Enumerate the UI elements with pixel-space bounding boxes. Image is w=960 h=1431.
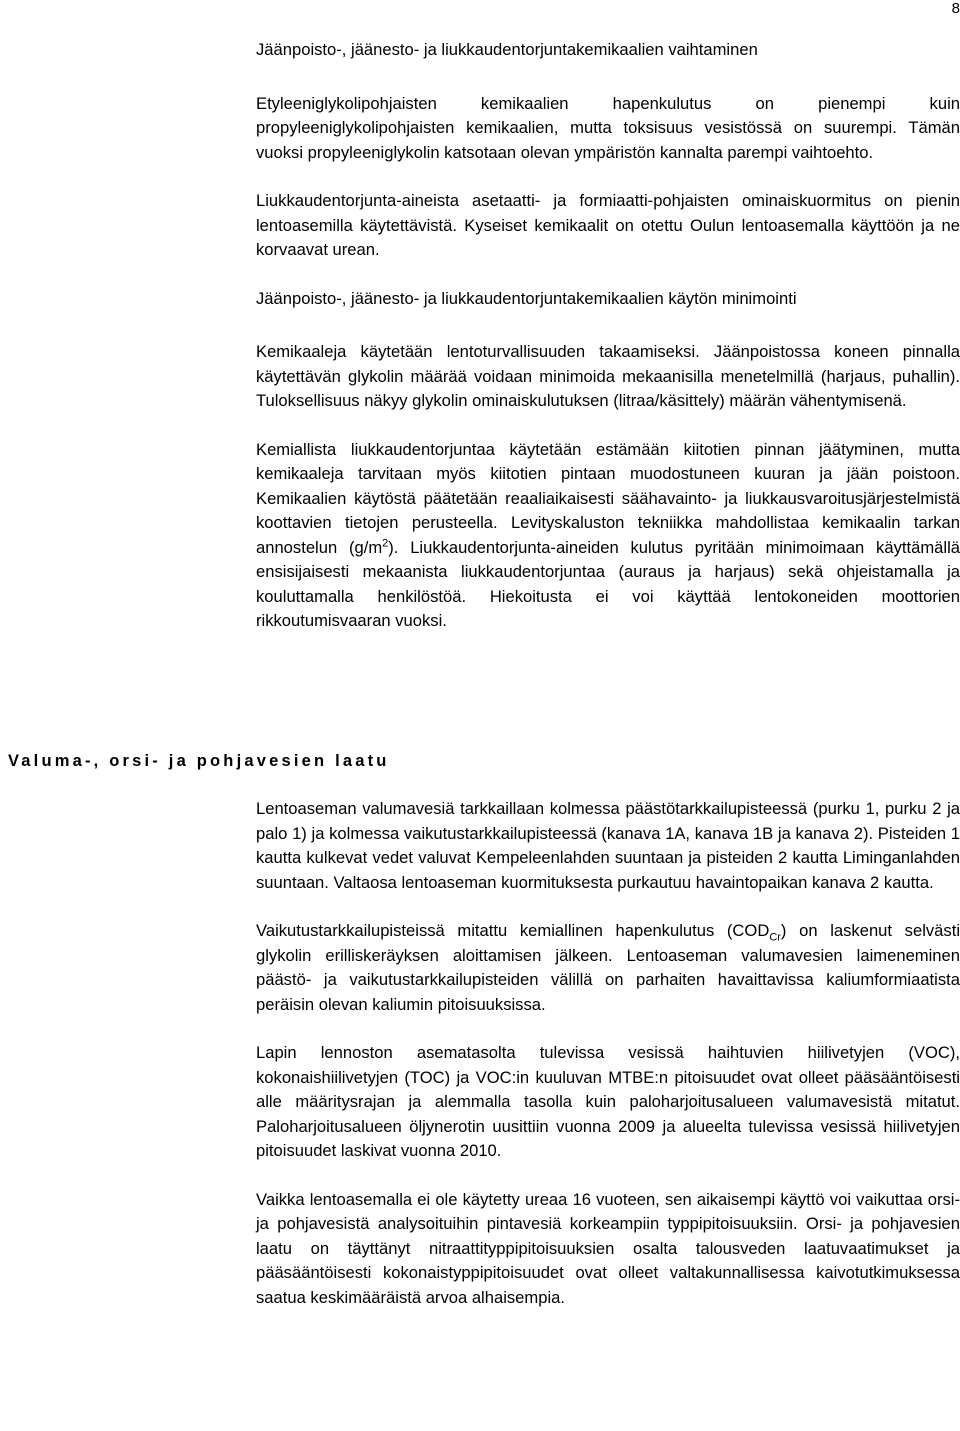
paragraph-text: ). Liukkaudentorjunta-aineiden kulutus pyritään minimoimaan käyttämällä ensisijaisesti mekaanista liukkaudentorjuntaa (auraus ja harjaus) sekä ohjeistamalla ja kouluttamalla henkilöstöä. Hiekoitusta ei voi käyttää lentokoneiden moottorien rikkoutumisvaaran vuoksi.	[256, 537, 960, 630]
subheading-usage-minimization: Jäänpoisto-, jäänesto- ja liukkaudentorjuntakemikaalien käytön minimointi	[256, 288, 797, 308]
paragraph-hydrocarbons: Lapin lennoston asematasolta tulevissa vesissä haihtuvien hiilivetyjen (VOC), kokonaishiilivetyjen (TOC) ja VOC:in kuuluvan MTBE:n pitoisuudet ovat olleet pääsääntöisesti alle määritysrajan ja alemmalla tasolla kuin paloharjoitusalueen valumavesistä mitatut. Paloharjoitusalueen öljynerotin uusittiin vuonna 2009 ja alueelta tulevissa vesissä hiilivetyjen pitoisuudet laskivat vuonna 2010.	[256, 1043, 960, 1160]
paragraph-deicing-minimization	[256, 340, 960, 414]
paragraph-groundwater-nitrogen: Vaikka lentoasemalla ei ole käytetty ureaa 16 vuoteen, sen aikaisempi käyttö voi vaikuttaa orsi- ja pohjavesistä analysoituihin pintavesiä korkeampiin typpipitoisuuksiin. Orsi- ja pohjavesien laatu on täyttänyt nitraattityppipitoisuuksien osalta talousveden laatuvaatimukset ja pääsääntöisesti kokonaistyppipitoisuudet ovat olleet valtakunnallisessa kaivotutkimuksessa saatua keskimääräistä arvoa alhaisempia.	[256, 1189, 960, 1307]
paragraph-text: Kemiallista liukkaudentorjuntaa käytetään estämään kiitotien pinnan jäätyminen, mutta kemikaaleja tarvitaan myös kiitotien pintaan muodostuneen kuuran ja jään poistoon. Kemikaalien käytöstä päätetään reaaliaikaisesti säähavainto- ja liukkausvaroitusjärjestelmistä koottavien tietojen perusteella. Levityskaluston tekniikka mahdollistaa kemikaalin tarkan annostelun (g/m	[256, 439, 960, 557]
paragraph-text: ) on laskenut selvästi glykolin erilliskeräyksen aloittamisen jälkeen. Lentoaseman valumavesien laimeneminen päästö- ja vaikutustarkkailupisteiden välillä on parhaiten havaittavissa kaliumformiaatista peräisin olevan kaliumin pitoisuuksissa.	[256, 921, 960, 1014]
paragraph-runway-anti-skid	[256, 438, 960, 634]
paragraph-text: Kemikaaleja käytetään lentoturvallisuuden takaamiseksi. Jäänpoistossa koneen pinnalla käytettävän glykolin määrää voidaan minimoida mekaanisilla menetelmillä (harjaus, puhallin). Tuloksellisuus näkyy glykolin ominaiskulutuksen (litraa/käsittely) määrän vähentymisenä.	[256, 342, 960, 410]
superscript: 2	[382, 536, 389, 549]
subscript: Cr	[769, 931, 781, 944]
page-number: 8	[951, 0, 960, 17]
subheading-chemical-replacement: Jäänpoisto-, jäänesto- ja liukkaudentorjuntakemikaalien vaihtaminen	[256, 40, 758, 59]
paragraph-runoff-monitoring: Lentoaseman valumavesiä tarkkaillaan kolmessa päästötarkkailupisteessä (purku 1, purku 2 ja palo 1) ja kolmessa vaikutustarkkailupisteessä (kanava 1A, kanava 1B ja kanava 2). Pisteiden 1 kautta kulkevat vedet valuvat Kempeleenlahden suuntaan ja pisteiden 2 kautta Liminganlahden suuntaan. Valtaosa lentoaseman kuormituksesta purkautuu havaintopaikan kanava 2 kautta.	[256, 799, 960, 892]
paragraph-cod-measurement	[256, 919, 960, 1017]
document-body-lower	[256, 797, 960, 1310]
document-body-upper	[256, 38, 960, 634]
paragraph-anti-skid-agents: Liukkaudentorjunta-aineista asetaatti- ja formiaatti-pohjaisten ominaiskuormitus on pienin lentoasemilla käytettävistä. Kyseiset kemikaalit on otettu Oulun lentoasemalla käyttöön ja ne korvaavat urean.	[256, 191, 960, 259]
paragraph-glycol-comparison: Etyleeniglykolipohjaisten kemikaalien hapenkulutus on pienempi kuin propyleeniglykolipohjaisten kemikaalien, mutta toksisuus vesistössä on suurempi. Tämän vuoksi propyleeniglykolin katsotaan olevan ympäristön kannalta parempi vaihtoehto.	[256, 93, 960, 162]
paragraph-text: Vaikutustarkkailupisteissä mitattu kemiallinen hapenkulutus (COD	[256, 921, 770, 940]
section-heading-water-quality: Valuma-, orsi- ja pohjavesien laatu	[8, 752, 390, 770]
